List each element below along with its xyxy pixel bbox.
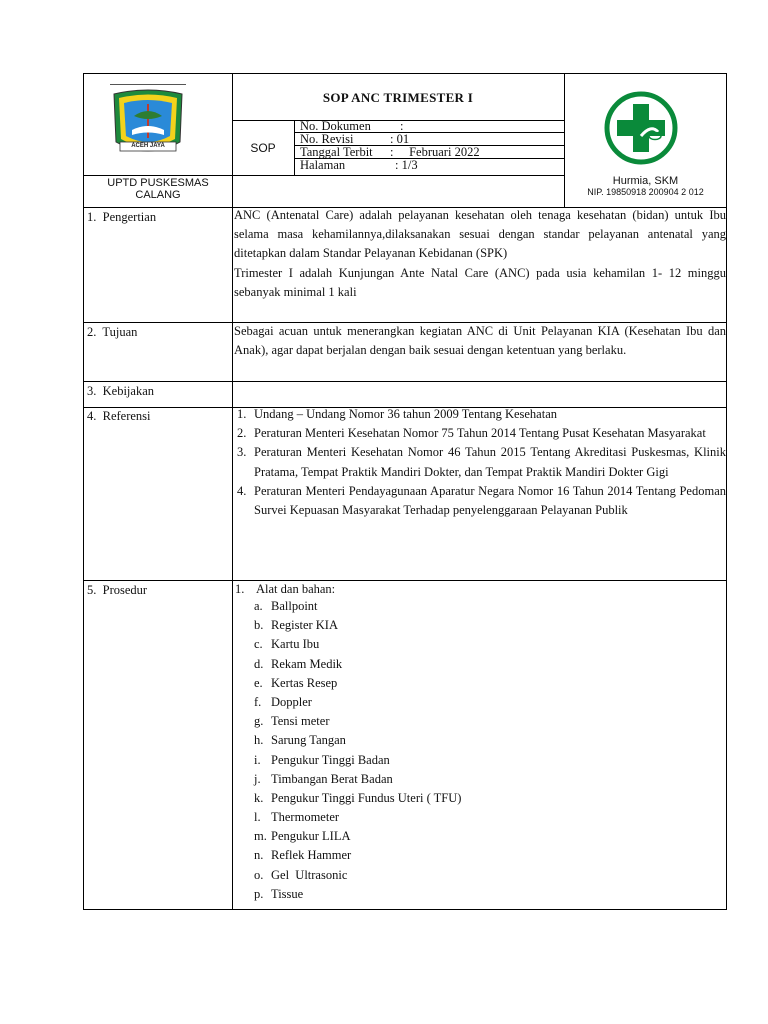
sop-meta-divider [294,120,295,175]
list-item: c. Kartu Ibu [254,637,320,652]
meta-value-halaman: : 1/3 [395,158,418,172]
tujuan-text: Sebagai acuan untuk menerangkan kegiatan ANC di Unit Pelayanan KIA (Kesehatan Ibu dan Anak), agar dapat berjalan dengan baik sesuai dengan ketentuan yang berlaku. [234,324,726,358]
meta-value-dokumen: : [400,119,404,133]
list-item: o. Gel Ultrasonic [254,867,348,882]
list-item: h. Sarung Tangan [254,733,346,748]
prosedur-step-1: Alat dan bahan: [256,582,336,596]
header-lower-line [83,175,565,176]
unit-name [84,177,232,201]
list-item: i. Pengukur Tinggi Badan [254,752,390,767]
signer-block [565,175,726,198]
meta-label-tanggal: Tanggal Terbit [300,145,373,159]
list-item: e. Kertas Resep [254,675,338,690]
list-item: 3. Peraturan Menteri Kesehatan Nomor 46 Tahun 2015 Tentang Akreditasi Puskesmas, Klinik Pratama, Tempat Praktik Mandiri Dokter, dan Tempat Praktik Mandiri Dokter Gigi [237,445,726,479]
puskesmas-logo [604,90,678,166]
column-divider [232,73,233,910]
section-label-tujuan: 2. Tujuan [87,325,138,339]
unit-line-1: UPTD PUSKESMAS [107,177,209,189]
list-item: g. Tensi meter [254,714,330,729]
alat-bahan-list [234,597,726,904]
meta-label-revisi: No. Revisi [300,132,354,146]
list-item: j. Timbangan Berat Badan [254,771,393,786]
list-item: 4. Peraturan Menteri Pendayagunaan Aparatur Negara Nomor 16 Tahun 2014 Tentang Pedoman Survei Kepuasan Masyarakat Terhadap penyelenggaraan Pelayanan Publik [237,483,726,518]
table-border-right [726,73,727,910]
list-item: p. Tissue [254,886,304,901]
section-label-prosedur: 5. Prosedur [87,583,148,597]
table-border-top [83,73,727,74]
signer-name: Hurmia, SKM [612,175,679,187]
aceh-jaya-logo [108,84,188,162]
list-item: k. Pengukur Tinggi Fundus Uteri ( TFU) [254,790,462,805]
section-label-referensi: 4. Referensi [87,409,151,423]
list-item: b. Register KIA [254,618,338,633]
pengertian-para-2: Trimester I adalah Kunjungan Ante Natal Care (ANC) pada usia kehamilan 1- 12 minggu sebanyak minimal 1 kali [234,265,726,299]
pengertian-text [234,206,726,302]
referensi-list [234,405,726,520]
list-item: m. Pengukur LILA [254,829,351,844]
list-item: f. Doppler [254,694,312,709]
list-item: d. Rekam Medik [254,656,343,671]
list-item: n. Reflek Hammer [254,848,352,863]
row-line [83,580,727,581]
doc-type-label: SOP [250,141,276,155]
meta-label-dokumen: No. Dokumen [300,119,371,133]
section-label-kebijakan: 3. Kebijakan [87,384,154,398]
signer-nip: NIP. 19850918 200904 2 012 [587,187,704,197]
list-item: l. Thermometer [254,810,340,825]
section-label-pengertian: 1. Pengertian [87,210,157,224]
list-item: a. Ballpoint [254,599,318,613]
logo-caption: ACEH JAYA [131,143,165,149]
prosedur-step-number: 1. [235,582,245,596]
pengertian-para-1: ANC (Antenatal Care) adalah pelayanan kesehatan oleh tenaga kesehatan (bidan) untuk Ibu selama masa kehamilannya,dilaksanakan sesuai dengan standar pelayanan antenatal yang ditetapkan dalam Standar Pelayanan Kebidanan (SPK) [234,208,726,261]
row-line [83,381,727,382]
meta-value-tanggal: : Februari 2022 [390,145,480,159]
title-divider [232,120,564,121]
table-border-bottom [83,909,727,910]
unit-line-2: CALANG [135,189,181,201]
page-title: SOP ANC TRIMESTER I [322,90,474,105]
meta-value-revisi: : 01 [390,132,410,146]
list-item: 2. Peraturan Menteri Kesehatan Nomor 75 Tahun 2014 Tentang Pusat Kesehatan Masyarakat [237,426,706,441]
meta-label-halaman: Halaman [300,158,346,172]
list-item: 1. Undang – Undang Nomor 36 tahun 2009 Tentang Kesehatan [237,407,557,421]
